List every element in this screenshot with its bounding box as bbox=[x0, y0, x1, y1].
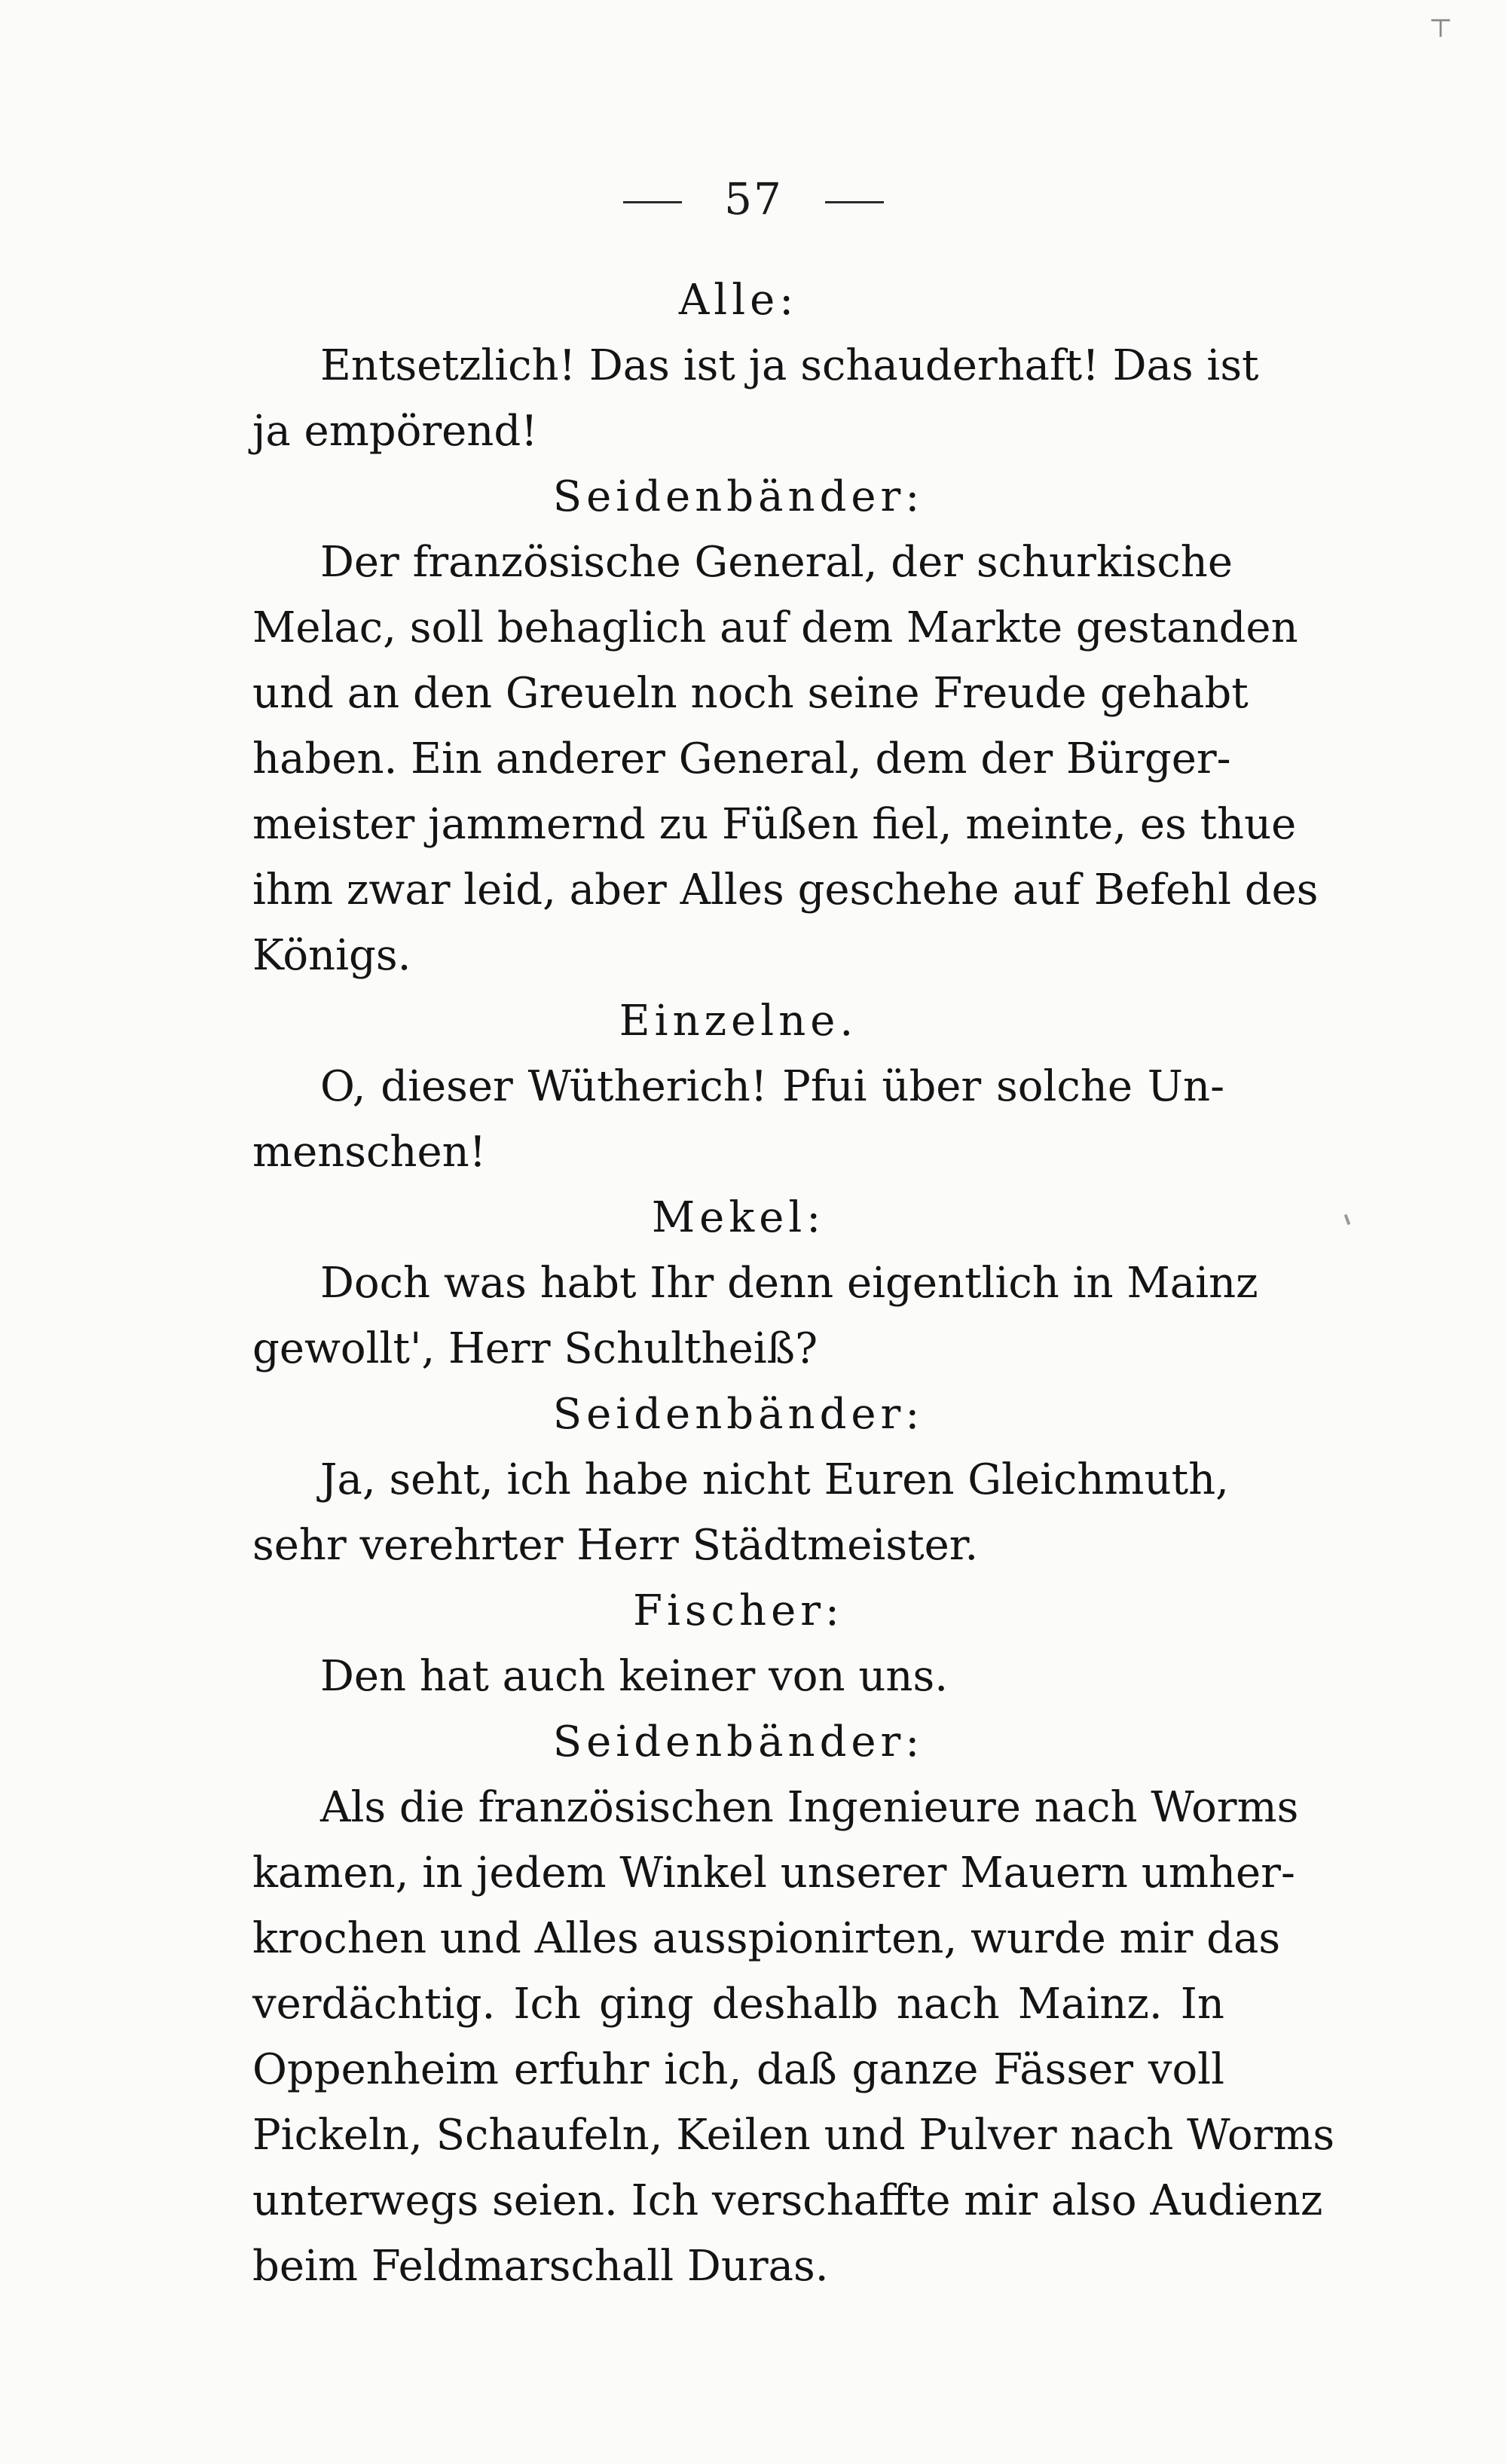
text-line: ja empörend! bbox=[252, 407, 538, 456]
speaker-name: Fischer: bbox=[633, 1586, 844, 1635]
text-line: Melac, soll behaglich auf dem Markte gestanden bbox=[252, 603, 1298, 652]
text-line: Ja, seht, ich habe nicht Euren Gleichmuth, bbox=[320, 1455, 1229, 1504]
speaker-name: Seidenbänder: bbox=[552, 472, 925, 521]
text-line: Pickeln, Schaufeln, Keilen und Pulver nach Worms bbox=[252, 2111, 1335, 2160]
text-line: verdächtig. Ich ging deshalb nach Mainz. In bbox=[252, 1980, 1224, 2029]
text-line: menschen! bbox=[252, 1128, 487, 1177]
text-line: O, dieser Wütherich! Pfui über solche Un- bbox=[320, 1062, 1224, 1111]
page-header bbox=[0, 173, 1507, 224]
header-dash-left bbox=[623, 201, 682, 203]
text-line: Königs. bbox=[252, 931, 411, 980]
speaker-name: Mekel: bbox=[651, 1193, 826, 1242]
speaker-name: Alle: bbox=[678, 276, 799, 325]
text-line: Den hat auch keiner von uns. bbox=[320, 1652, 948, 1701]
text-line: und an den Greueln noch seine Freude gehabt bbox=[252, 669, 1249, 718]
text-line: krochen und Alles ausspionirten, wurde mir das bbox=[252, 1914, 1281, 1963]
text-line: kamen, in jedem Winkel unserer Mauern umher- bbox=[252, 1849, 1295, 1898]
header-dash-right bbox=[825, 201, 884, 203]
text-line: Doch was habt Ihr denn eigentlich in Mainz bbox=[320, 1259, 1258, 1308]
text-line: beim Feldmarschall Duras. bbox=[252, 2242, 829, 2291]
speaker-name: Seidenbänder: bbox=[552, 1717, 925, 1766]
text-line: unterwegs seien. Ich verschaffte mir also Audienz bbox=[252, 2176, 1323, 2225]
text-line: haben. Ein anderer General, dem der Bürger- bbox=[252, 734, 1231, 783]
text-line: Oppenheim erfuhr ich, daß ganze Fässer voll bbox=[252, 2045, 1224, 2094]
speaker-name: Seidenbänder: bbox=[552, 1390, 925, 1439]
text-line: Als die französischen Ingenieure nach Worms bbox=[320, 1783, 1299, 1832]
text-line: Entsetzlich! Das ist ja schauderhaft! Das ist bbox=[320, 341, 1259, 390]
print-speck bbox=[1344, 1214, 1351, 1226]
text-line: Der französische General, der schurkische bbox=[320, 538, 1233, 587]
speaker-name: Einzelne. bbox=[619, 997, 858, 1046]
dialogue-body bbox=[252, 267, 1335, 2299]
page-number: 57 bbox=[724, 173, 783, 224]
corner-mark: ⊤ bbox=[1429, 14, 1453, 44]
text-line: ihm zwar leid, aber Alles geschehe auf Befehl des bbox=[252, 866, 1319, 914]
text-line: gewollt', Herr Schultheiß? bbox=[252, 1324, 818, 1373]
text-line: sehr verehrter Herr Städtmeister. bbox=[252, 1521, 979, 1570]
text-line: meister jammernd zu Füßen fiel, meinte, es thue bbox=[252, 800, 1297, 849]
